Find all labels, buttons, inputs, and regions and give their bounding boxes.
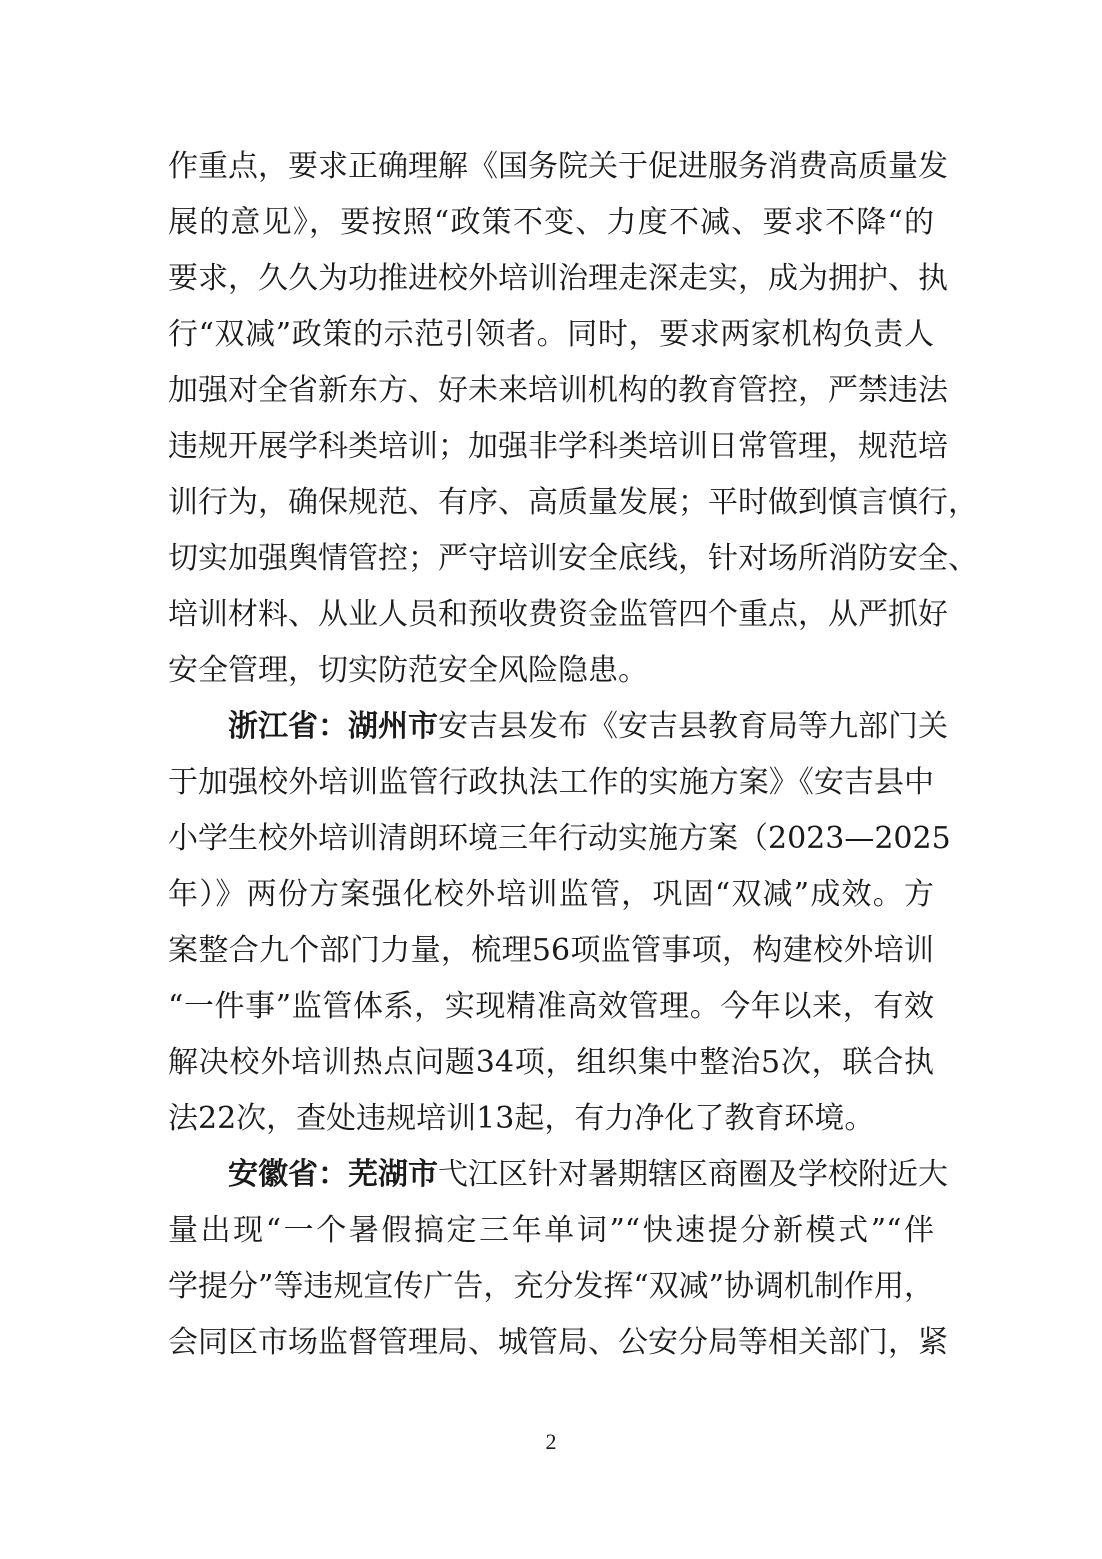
paragraph-3-line-4: 会同区市场监督管理局、城管局、公安分局等相关部门，紧 bbox=[168, 1325, 948, 1360]
paragraph-2-line-8: 法22次，查处违规培训13起，有力净化了教育环境。 bbox=[168, 1101, 875, 1136]
paragraph-2-line-3: 小学生校外培训清朗环境三年行动实施方案（2023—2025 bbox=[168, 821, 951, 856]
paragraph-2-line-1-text: 安吉县发布《安吉县教育局等九部门关 bbox=[438, 709, 948, 744]
paragraph-2-line-5: 案整合九个部门力量，梳理56项监管事项，构建校外培训 bbox=[168, 933, 934, 968]
paragraph-2-line-1 bbox=[228, 707, 948, 747]
paragraph-1-line-4: 行“双减”政策的示范引领者。同时，要求两家机构负责人 bbox=[168, 317, 934, 352]
paragraph-3-line-1-text: 弋江区针对暑期辖区商圈及学校附近大 bbox=[438, 1157, 948, 1192]
paragraph-2-line-6: “一件事”监管体系，实现精准高效管理。今年以来，有效 bbox=[168, 989, 934, 1024]
page-number: 2 bbox=[545, 1429, 557, 1454]
province-label-anhui: 安徽省： bbox=[228, 1157, 348, 1192]
paragraph-1-line-1: 作重点，要求正确理解《国务院关于促进服务消费高质量发 bbox=[168, 149, 948, 184]
paragraph-3-line-2: 量出现“一个暑假搞定三年单词”“快速提分新模式”“伴 bbox=[168, 1213, 934, 1248]
paragraph-3-line-3: 学提分”等违规宣传广告，充分发挥“双减”协调机制作用， bbox=[168, 1269, 935, 1304]
paragraph-3-line-1 bbox=[228, 1155, 948, 1195]
paragraph-2-line-2: 于加强校外培训监管行政执法工作的实施方案》《安吉县中 bbox=[168, 765, 934, 800]
city-label-huzhou: 湖州市 bbox=[348, 709, 438, 744]
paragraph-1-line-10: 安全管理，切实防范安全风险隐患。 bbox=[168, 653, 648, 688]
paragraph-1-line-8: 切实加强舆情管控；严守培训安全底线，针对场所消防安全、 bbox=[168, 541, 978, 576]
paragraph-2-line-7: 解决校外培训热点问题34项，组织集中整治5次，联合执 bbox=[168, 1045, 934, 1080]
paragraph-1-line-9: 培训材料、从业人员和预收费资金监管四个重点，从严抓好 bbox=[168, 597, 948, 632]
paragraph-1-line-6: 违规开展学科类培训；加强非学科类培训日常管理，规范培 bbox=[168, 429, 948, 464]
province-label-zhejiang: 浙江省： bbox=[228, 709, 348, 744]
paragraph-1-line-7: 训行为，确保规范、有序、高质量发展；平时做到慎言慎行， bbox=[168, 485, 978, 520]
city-label-wuhu: 芜湖市 bbox=[348, 1157, 438, 1192]
paragraph-1-line-3: 要求，久久为功推进校外培训治理走深走实，成为拥护、执 bbox=[168, 261, 948, 296]
paragraph-2-line-4: 年）》两份方案强化校外培训监管，巩固“双减”成效。方 bbox=[168, 877, 934, 912]
paragraph-1-line-5: 加强对全省新东方、好未来培训机构的教育管控，严禁违法 bbox=[168, 373, 948, 408]
paragraph-1-line-2: 展的意见》，要按照“政策不变、力度不减、要求不降“的 bbox=[168, 205, 934, 240]
